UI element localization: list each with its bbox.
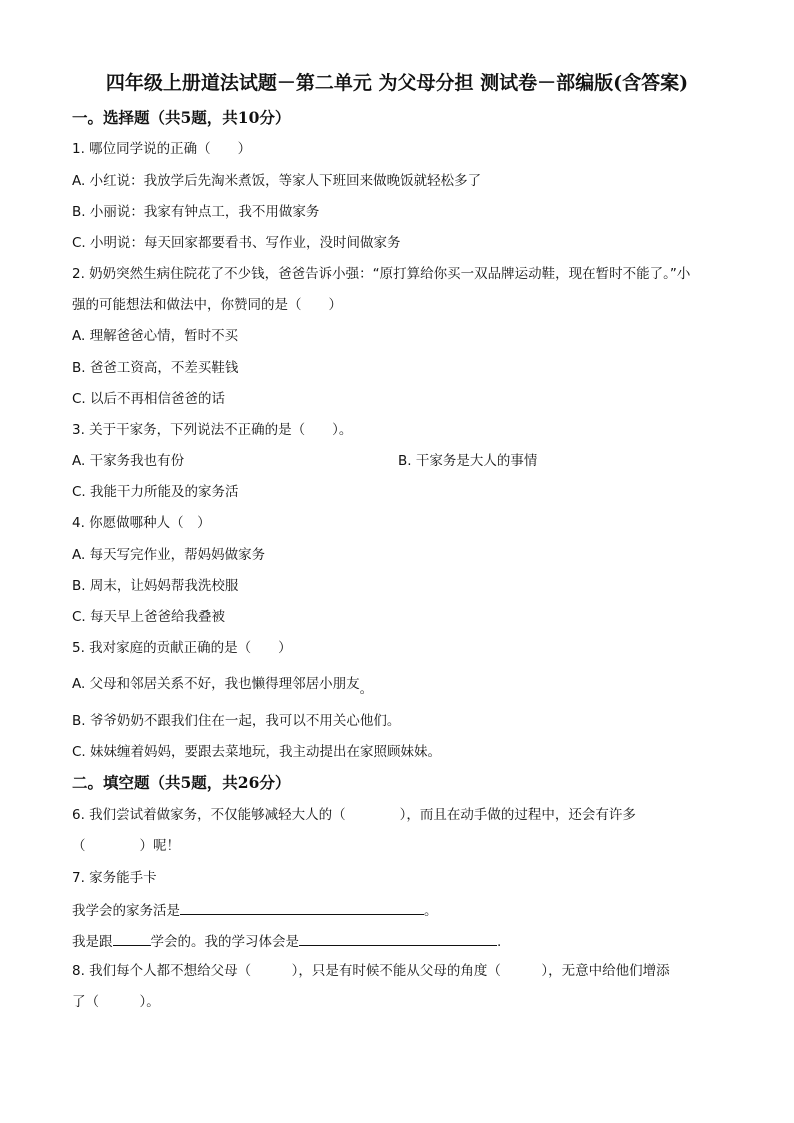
page-title: 四年级上册道法试题－第二单元 为父母分担 测试卷－部编版(含答案)	[105, 72, 689, 94]
q5-option-c: C. 妹妹缠着妈妈，要跟去菜地玩，我主动提出在家照顾妹妹。	[72, 744, 442, 760]
q2-stem-line1: 2. 奶奶突然生病住院花了不少钱，爸爸告诉小强：“原打算给你买一双品牌运动鞋，现在暂时不能了。”小	[72, 266, 691, 282]
section-heading-fill: 二。填空题（共5题，共26分）	[72, 773, 291, 792]
section-heading-choice: 一。选择题（共5题，共10分）	[72, 108, 291, 127]
q2-option-c: C. 以后不再相信爸爸的话	[72, 391, 226, 407]
q7-teacher-blank[interactable]	[113, 931, 151, 946]
q2-option-b: B. 爸爸工资高，不差买鞋钱	[72, 360, 239, 376]
q7-line1-suffix: 。	[424, 903, 438, 919]
q7-chore-blank[interactable]	[180, 900, 424, 915]
q3-option-a: A. 干家务我也有份	[72, 453, 185, 469]
q2-stem-line2: 强的可能想法和做法中，你赞同的是（ ）	[72, 297, 342, 313]
q5-option-a	[72, 675, 374, 697]
q6-line1: 6. 我们尝试着做家务，不仅能够减轻大人的（ ），而且在动手做的过程中，还会有许多	[72, 807, 636, 823]
q7-line1-prefix: 我学会的家务活是	[72, 903, 180, 919]
q7-line2-suffix: .	[497, 934, 502, 950]
q7-experience-blank[interactable]	[299, 931, 497, 946]
q7-line1	[72, 900, 438, 920]
q7-stem: 7. 家务能手卡	[72, 870, 157, 886]
q8-line2: 了（ ）。	[72, 994, 160, 1010]
q4-option-c: C. 每天早上爸爸给我叠被	[72, 609, 226, 625]
q3-option-b: B. 干家务是大人的事情	[398, 453, 538, 469]
q4-option-b: B. 周末，让妈妈帮我洗校服	[72, 578, 239, 594]
q1-stem: 1. 哪位同学说的正确（ ）	[72, 141, 252, 157]
q5-option-b: B. 爷爷奶奶不跟我们住在一起，我可以不用关心他们。	[72, 713, 401, 729]
q1-option-c: C. 小明说：每天回家都要看书、写作业，没时间做家务	[72, 235, 401, 251]
q3-stem: 3. 关于干家务，下列说法不正确的是（ ）。	[72, 422, 353, 438]
q6-line2: （ ）呢！	[72, 838, 180, 854]
q5-option-a-text: A. 父母和邻居关系不好，我也懒得理邻居小朋友	[72, 676, 360, 692]
q7-line2-prefix: 我是跟	[72, 934, 113, 950]
q7-line2-mid: 学会的。我的学习体会是	[150, 934, 299, 950]
q1-option-b: B. 小丽说：我家有钟点工，我不用做家务	[72, 204, 320, 220]
q4-option-a: A. 每天写完作业，帮妈妈做家务	[72, 547, 266, 563]
q7-line2	[72, 931, 501, 951]
q3-option-c: C. 我能干力所能及的家务活	[72, 484, 239, 500]
q5-stem: 5. 我对家庭的贡献正确的是（ ）	[72, 640, 292, 656]
q4-stem: 4. 你愿做哪种人（ ）	[72, 515, 211, 531]
q1-option-a: A. 小红说：我放学后先淘米煮饭，等家人下班回来做晚饭就轻松多了	[72, 173, 482, 189]
q2-option-a: A. 理解爸爸心情，暂时不买	[72, 328, 239, 344]
q5-option-a-mark: 。	[359, 681, 374, 697]
q8-line1: 8. 我们每个人都不想给父母（ ），只是有时候不能从父母的角度（ ），无意中给他们增添	[72, 963, 670, 979]
